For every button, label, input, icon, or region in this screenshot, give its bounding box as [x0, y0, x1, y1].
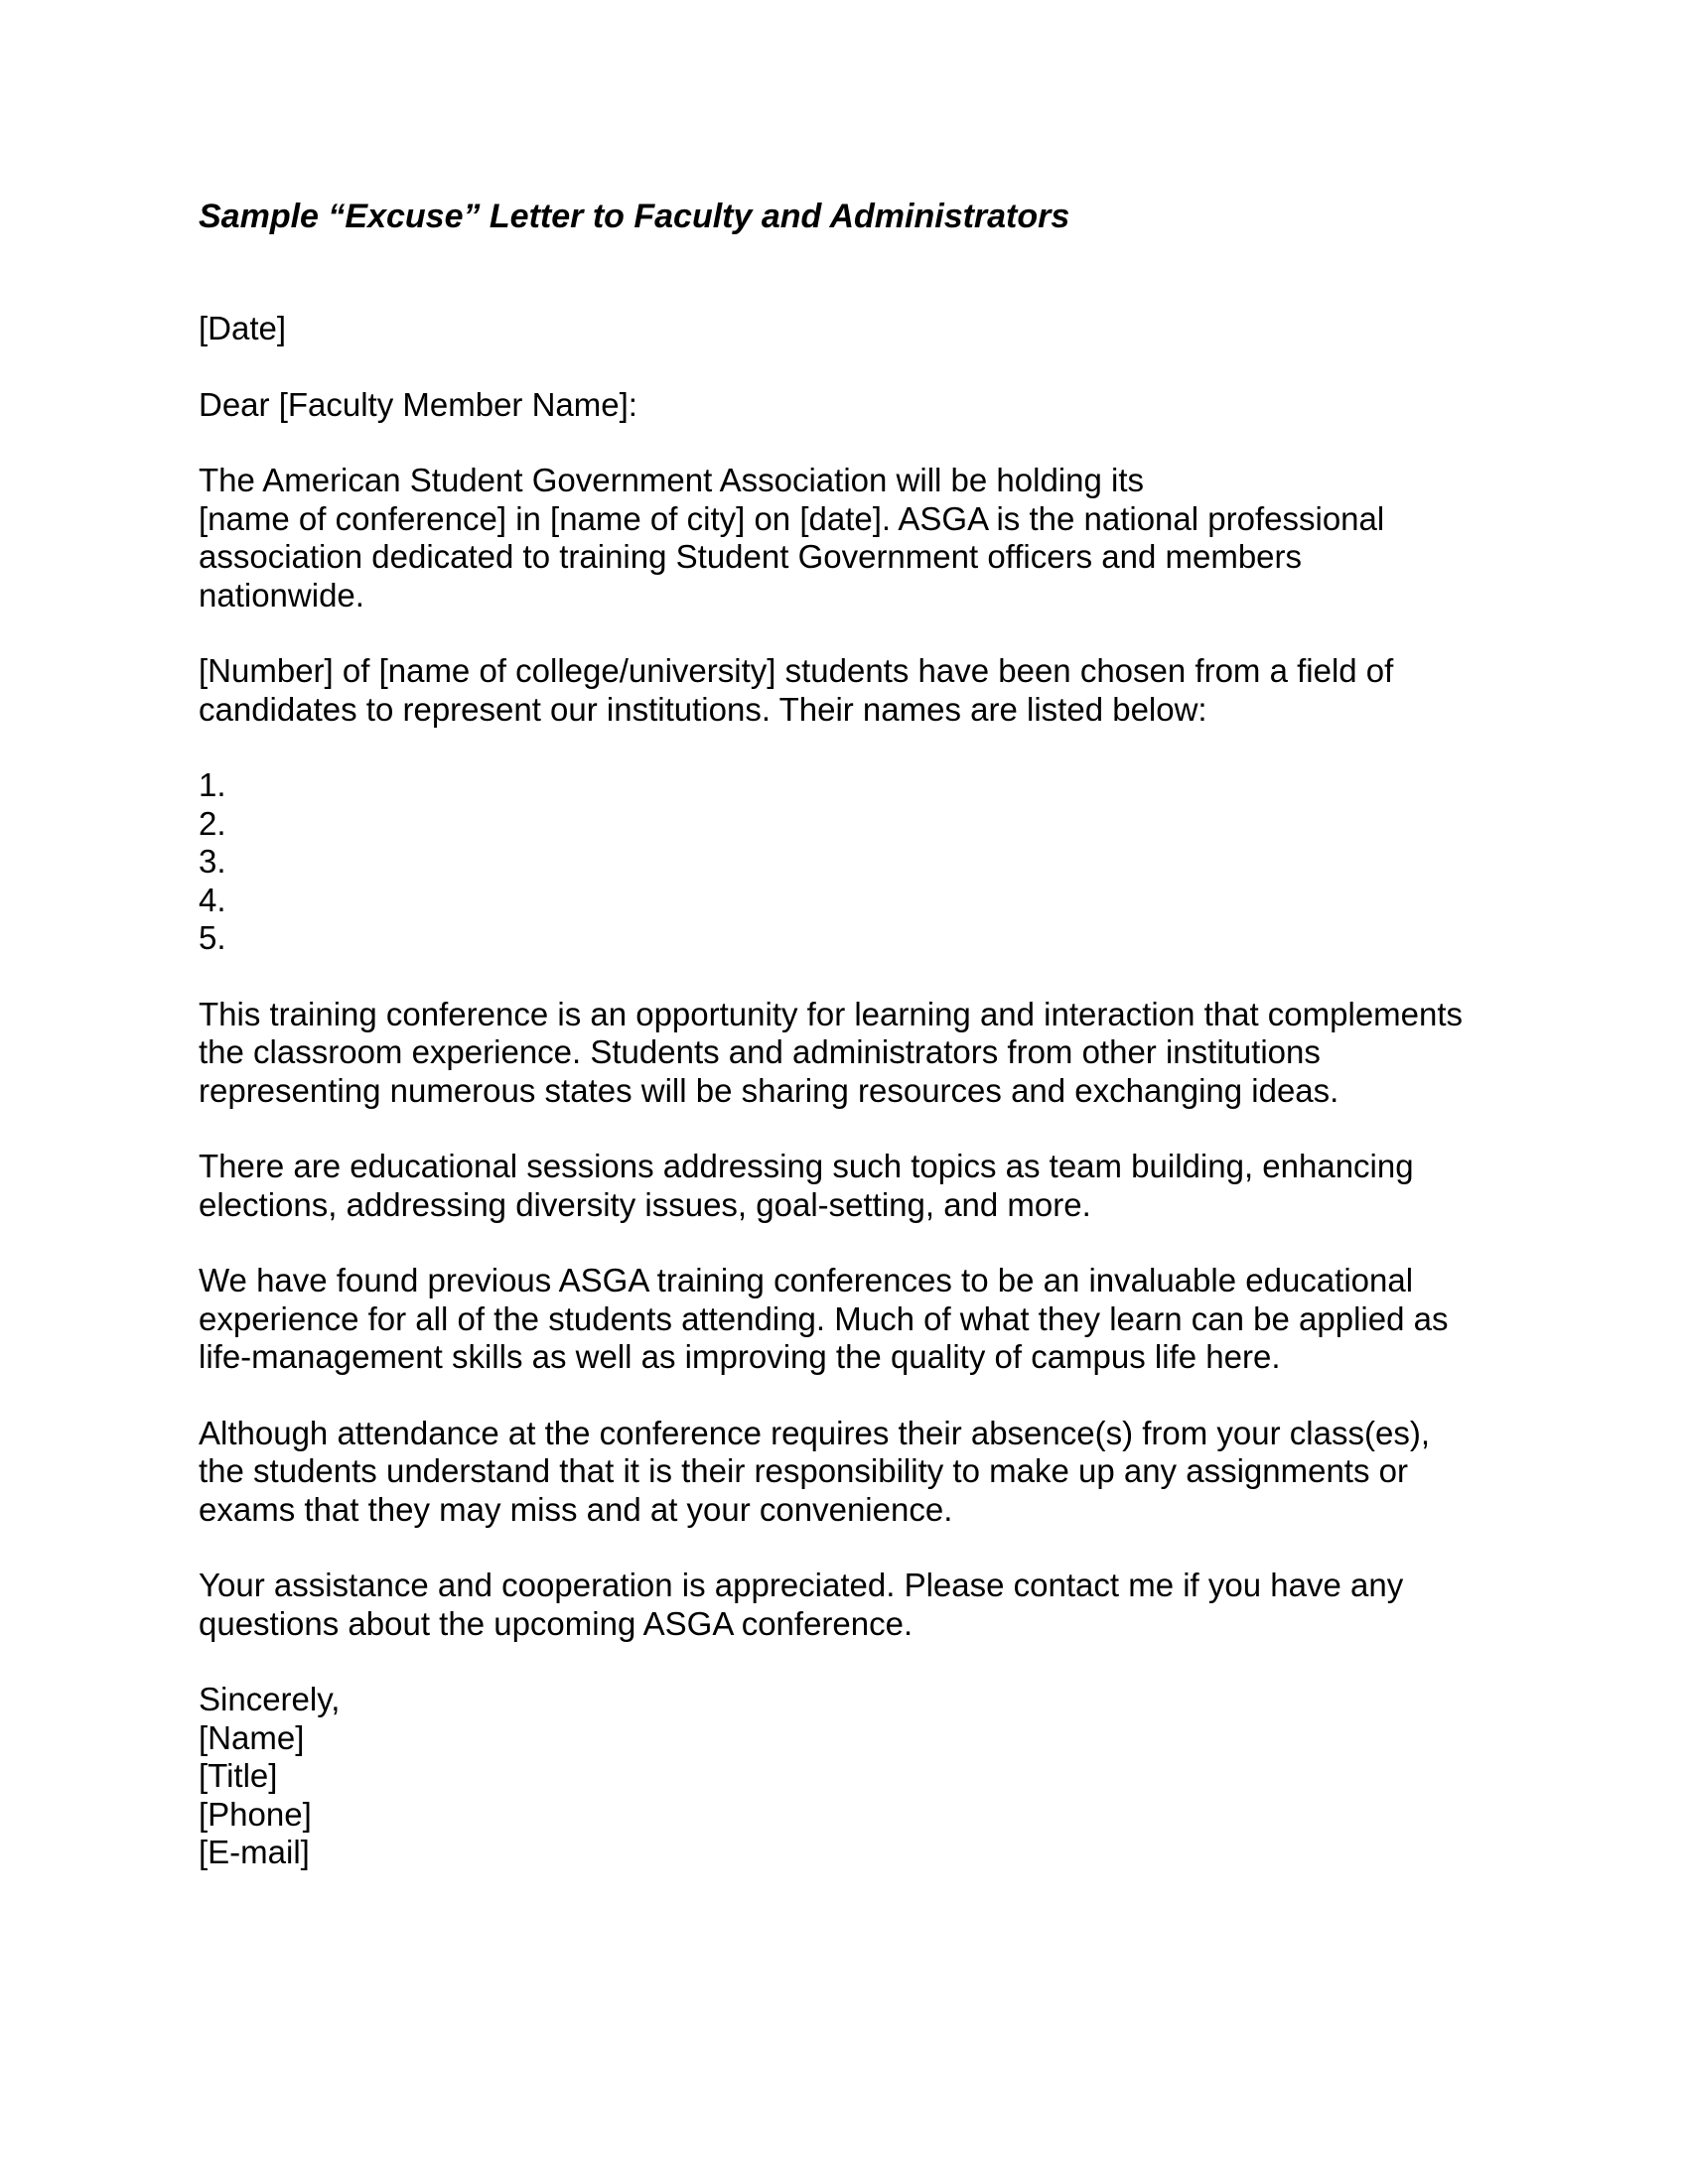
signature-email: [E-mail] [199, 1834, 310, 1870]
paragraph-line: candidates to represent our institutions. Their names are listed below: [199, 690, 1207, 728]
spacer [199, 1224, 1509, 1262]
spacer [199, 958, 1509, 996]
paragraph-line: [name of conference] in [name of city] on [date]. ASGA is the national professional [199, 499, 1385, 537]
salutation: Dear [Faculty Member Name]: [199, 385, 637, 423]
paragraph-line: exams that they may miss and at your convenience. [199, 1490, 953, 1528]
spacer [199, 1110, 1509, 1148]
paragraph-line: the classroom experience. Students and administrators from other institutions [199, 1033, 1321, 1070]
paragraph-absence [199, 1415, 1509, 1530]
paragraph-sessions [199, 1148, 1509, 1224]
closing: Sincerely, [199, 1681, 341, 1717]
signature-title: [Title] [199, 1757, 278, 1794]
paragraph-value [199, 1262, 1509, 1377]
paragraph-line: association dedicated to training Student Government officers and members [199, 538, 1303, 575]
list-item: 4. [199, 881, 226, 918]
signature-name: [Name] [199, 1718, 305, 1756]
letter-title: Sample “Excuse” Letter to Faculty and Administrators [199, 198, 1070, 235]
paragraph-line: life-management skills as well as improving the quality of campus life here. [199, 1338, 1281, 1375]
letter-body [199, 310, 1509, 1872]
paragraph-line: We have found previous ASGA training conferences to be an invaluable educational [199, 1262, 1414, 1298]
paragraph-contact [199, 1567, 1509, 1643]
paragraph-line: the students understand that it is their responsibility to make up any assignments or [199, 1452, 1408, 1489]
list-item: 5. [199, 919, 226, 956]
paragraph-intro [199, 462, 1509, 614]
paragraph-line: There are educational sessions addressing such topics as team building, enhancing [199, 1148, 1414, 1184]
spacer [199, 1643, 1509, 1681]
paragraph-line: The American Student Government Association will be holding its [199, 462, 1145, 498]
spacer [199, 1529, 1509, 1567]
list-item: 3. [199, 843, 226, 880]
paragraph-line: experience for all of the students attending. Much of what they learn can be applied as [199, 1299, 1449, 1337]
signature-block [199, 1681, 1509, 1872]
spacer [199, 348, 1509, 386]
numbered-list [199, 766, 1509, 958]
paragraph-line: Although attendance at the conference requires their absence(s) from your class(es), [199, 1414, 1430, 1451]
paragraph-line: [Number] of [name of college/university] students have been chosen from a field of [199, 652, 1394, 689]
paragraph-line: This training conference is an opportunity for learning and interaction that complements [199, 995, 1464, 1032]
paragraph-line: nationwide. [199, 576, 364, 614]
list-item: 2. [199, 804, 226, 842]
spacer [199, 1377, 1509, 1415]
spacer [199, 729, 1509, 766]
spacer [199, 424, 1509, 462]
list-item: 1. [199, 766, 226, 803]
paragraph-line: Your assistance and cooperation is appreciated. Please contact me if you have any [199, 1567, 1404, 1603]
paragraph-opportunity [199, 996, 1509, 1111]
paragraph-line: representing numerous states will be sharing resources and exchanging ideas. [199, 1071, 1339, 1109]
spacer [199, 614, 1509, 652]
paragraph-line: questions about the upcoming ASGA conference. [199, 1604, 914, 1642]
paragraph-students [199, 652, 1509, 729]
signature-phone: [Phone] [199, 1795, 312, 1833]
paragraph-line: elections, addressing diversity issues, goal-setting, and more. [199, 1185, 1091, 1223]
date-line: [Date] [199, 310, 287, 346]
